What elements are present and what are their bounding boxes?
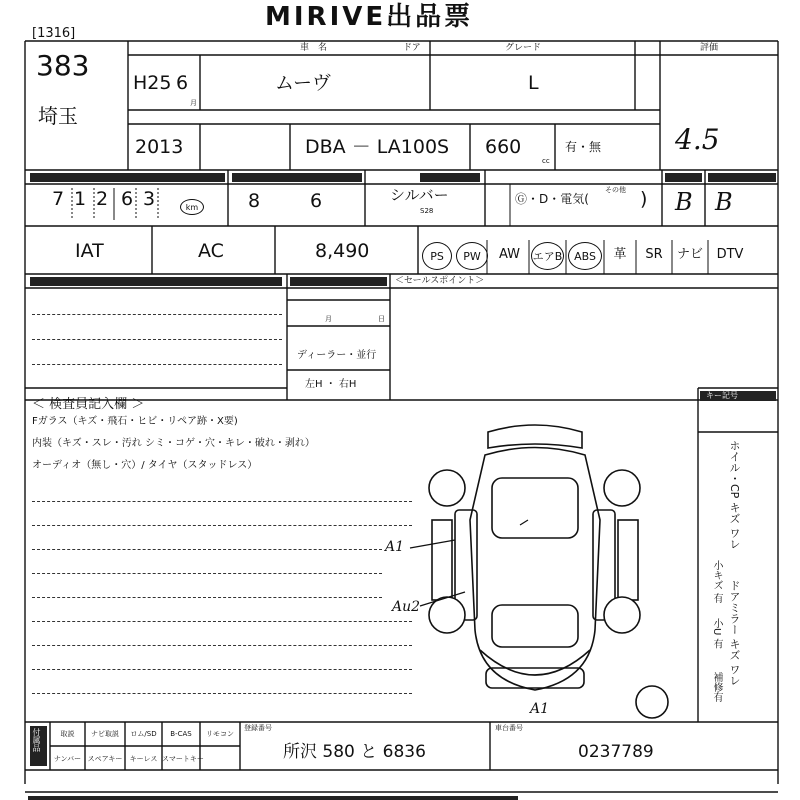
first-reg-year: 2013	[135, 136, 184, 158]
lot-number: 383	[36, 49, 90, 82]
color-other-close: )	[640, 188, 648, 210]
mileage-digit: 3	[143, 188, 156, 210]
chassis-number: 0237789	[578, 742, 654, 762]
accessory-item: キーレス	[129, 755, 158, 763]
score: 4.5	[675, 123, 720, 156]
exterior-grade: B	[675, 188, 693, 216]
accessory-item: ナビ取説	[91, 730, 119, 738]
label-door: ドア	[403, 43, 421, 53]
dealer-type: ディーラー・並行	[297, 350, 377, 361]
legend-repaired: 補修有	[711, 672, 722, 702]
displacement: 660	[485, 136, 522, 158]
car-diagram	[432, 425, 638, 690]
shaken-year: 8	[248, 190, 261, 212]
equipment-aw: AW	[498, 247, 521, 262]
registration-number: 所沢 580 と 6836	[283, 742, 426, 762]
legend-mirror: ドアミラー キズ ワレ	[728, 580, 741, 686]
air-conditioning: AC	[198, 240, 224, 262]
legend-scratch: 小キズ 有	[711, 560, 722, 604]
legend-title: キー記号	[706, 391, 738, 400]
car-name: ムーヴ	[275, 72, 332, 94]
label-day: 日	[378, 315, 385, 323]
equipment-エアb: エアB	[531, 242, 564, 270]
model-code: DBA － LA100S	[305, 136, 450, 158]
color-code: S28	[420, 207, 434, 215]
color-name: シルバー	[390, 186, 449, 204]
damage-mark-a1-left: A1	[385, 539, 405, 555]
accessory-item: ロム/SD	[130, 730, 157, 738]
legend-small-u: 小U 有	[711, 618, 722, 649]
mileage-digit: 1	[74, 188, 87, 210]
km-unit-circle: km	[180, 199, 204, 215]
equipment-革: 革	[613, 247, 627, 262]
label-month-unit: 月	[190, 99, 197, 107]
accessory-item: ナンバー	[53, 755, 82, 763]
shaken-label: 有・無	[565, 140, 602, 154]
accessory-item: リモコン	[206, 730, 234, 738]
lot-code: [1316]	[32, 26, 76, 41]
label-other: その他	[605, 186, 626, 194]
interior-grade: B	[715, 188, 733, 216]
label-registration: 登録番号	[244, 724, 272, 732]
mileage-digit: 7	[52, 188, 65, 210]
legend-wheel: ホイル・CP キズ ワレ	[728, 440, 741, 550]
inspector-heading: ＜ 検査員記入欄 ＞	[32, 397, 145, 412]
inspector-note: オーディオ（無し・穴）/ タイヤ（スタッドレス）	[32, 460, 258, 471]
label-month: 月	[325, 315, 332, 323]
inspector-note: Fガラス（キズ・飛石・ヒビ・リペア跡・X要)	[32, 416, 238, 427]
equipment-ps: PS	[422, 242, 452, 270]
accessory-item: B-CAS	[170, 730, 192, 738]
transmission: IAT	[75, 240, 104, 262]
label-grade: グレード	[505, 43, 542, 53]
equipment-ナビ: ナビ	[676, 247, 703, 262]
bottom-tab: 付属品	[32, 728, 41, 752]
label-car-name: 車 名	[300, 43, 328, 53]
model-year: H25	[133, 72, 172, 94]
damage-mark-au2: Au2	[392, 599, 421, 615]
model-month: 6	[176, 72, 189, 94]
equipment-pw: PW	[456, 242, 488, 270]
mileage-digit: 2	[96, 188, 109, 210]
color-change: Ⓖ・D・電気(	[515, 192, 589, 206]
accessory-item: スペアキー	[87, 755, 123, 763]
accessory-item: 取説	[60, 730, 75, 738]
damage-mark-a1-rear: A1	[530, 701, 550, 717]
steering-side: 左H ・ 右H	[305, 379, 357, 390]
equipment-dtv: DTV	[716, 247, 744, 262]
inspector-note: 内装（キズ・スレ・汚れ シミ・コゲ・穴・キレ・破れ・剥れ）	[32, 438, 315, 449]
shaken-month: 6	[310, 190, 323, 212]
equipment-row	[420, 240, 776, 272]
equipment-abs: ABS	[568, 242, 602, 270]
grade: L	[528, 72, 539, 94]
cc-unit: cc	[542, 157, 550, 165]
mileage-digit: 6	[121, 188, 134, 210]
label-rating: 評価	[700, 43, 719, 53]
accessory-item: スマートキー	[162, 755, 204, 763]
sheet-title: MIRIVE出品票	[265, 2, 474, 32]
mileage: 8,490	[315, 240, 370, 262]
label-chassis: 車台番号	[495, 724, 523, 732]
equipment-sr: SR	[645, 247, 663, 262]
sales-point-label: ＜セールスポイント＞	[395, 276, 485, 286]
prefecture: 埼玉	[38, 104, 78, 128]
